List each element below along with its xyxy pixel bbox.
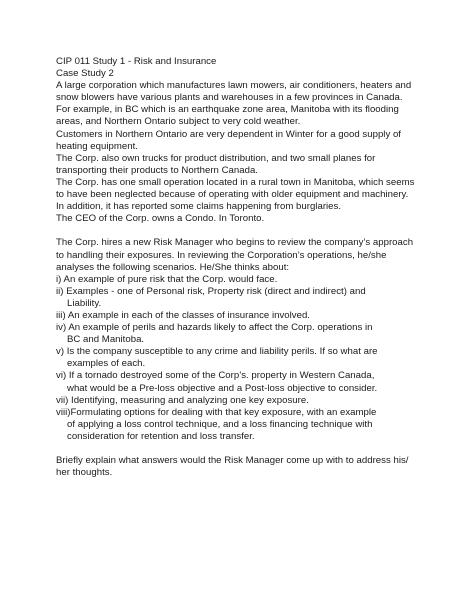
paragraph-customers: Customers in Northern Ontario are very dependent in Winter for a good supply of heating equipment.	[56, 128, 401, 152]
document-subtitle: Case Study 2	[56, 68, 114, 80]
list-item	[56, 407, 416, 443]
paragraph-intro: A large corporation which manufactures lawn mowers, air conditioners, heaters and snow blowers have various plants and warehouses in a few provinces in Canada. For example, in BC which is an earthquake zone area, Manitoba with its flooding areas, and Northern Ontario subject to very cold weather.	[56, 80, 412, 128]
list-item-continuation: what would be a Pre-loss objective and a Post-loss objective to consider.	[67, 382, 378, 394]
list-item-text: iv) An example of perils and hazards likely to affect the Corp. operations in	[56, 322, 373, 334]
list-item-text: vii) Identifying, measuring and analyzing one key exposure.	[56, 394, 309, 406]
list-item-text: ii) Examples - one of Personal risk, Property risk (direct and indirect) and	[56, 285, 366, 297]
list-item-text: i) An example of pure risk that the Corp. would face.	[56, 273, 278, 285]
list-item-continuation: BC and Manitoba.	[67, 334, 145, 346]
scenario-list	[56, 274, 416, 443]
list-item-text: iii) An example in each of the classes of insurance involved.	[56, 309, 310, 321]
list-item	[56, 370, 416, 394]
list-item-text: viii)Formulating options for dealing with that key exposure, with an example	[56, 406, 377, 418]
list-item	[56, 395, 416, 407]
list-item-continuation: examples of each.	[67, 358, 146, 370]
list-item	[56, 310, 416, 322]
document-body	[56, 56, 416, 479]
paragraph-risk-manager: The Corp. hires a new Risk Manager who begins to review the company’s approach to handling their exposures. In reviewing the Corporation’s operations, he/she analyses the following scenarios. He/She thinks about:	[56, 237, 414, 273]
list-item-text: vi) If a tornado destroyed some of the Corp’s. property in Western Canada,	[56, 370, 375, 382]
list-item-continuation: Liability.	[67, 297, 102, 309]
list-item-text: v) Is the company susceptible to any crime and liability perils. If so what are	[56, 346, 378, 358]
list-item	[56, 274, 416, 286]
paragraph-gap	[56, 443, 416, 455]
paragraph-gap	[56, 225, 416, 237]
paragraph-ceo-condo: The CEO of the Corp. owns a Condo. In Toronto.	[56, 213, 265, 225]
document-title: CIP 011 Study 1 - Risk and Insurance	[56, 56, 217, 67]
paragraph-trucks-planes: The Corp. also own trucks for product distribution, and two small planes for transporting their products to Northern Canada.	[56, 152, 376, 176]
list-item	[56, 322, 416, 346]
paragraph-manitoba-operation: The Corp. has one small operation located in a rural town in Manitoba, which seems to have been neglected because of operating with older equipment and machinery. In addition, it has reported some claims happening from burglaries.	[56, 176, 415, 213]
list-item-continuation: of applying a loss control technique, and a loss financing technique with consideration for retention and loss transfer.	[67, 418, 373, 442]
list-item	[56, 286, 416, 310]
list-item	[56, 346, 416, 370]
paragraph-closing: Briefly explain what answers would the Risk Manager come up with to address his/ her thoughts.	[56, 455, 409, 479]
